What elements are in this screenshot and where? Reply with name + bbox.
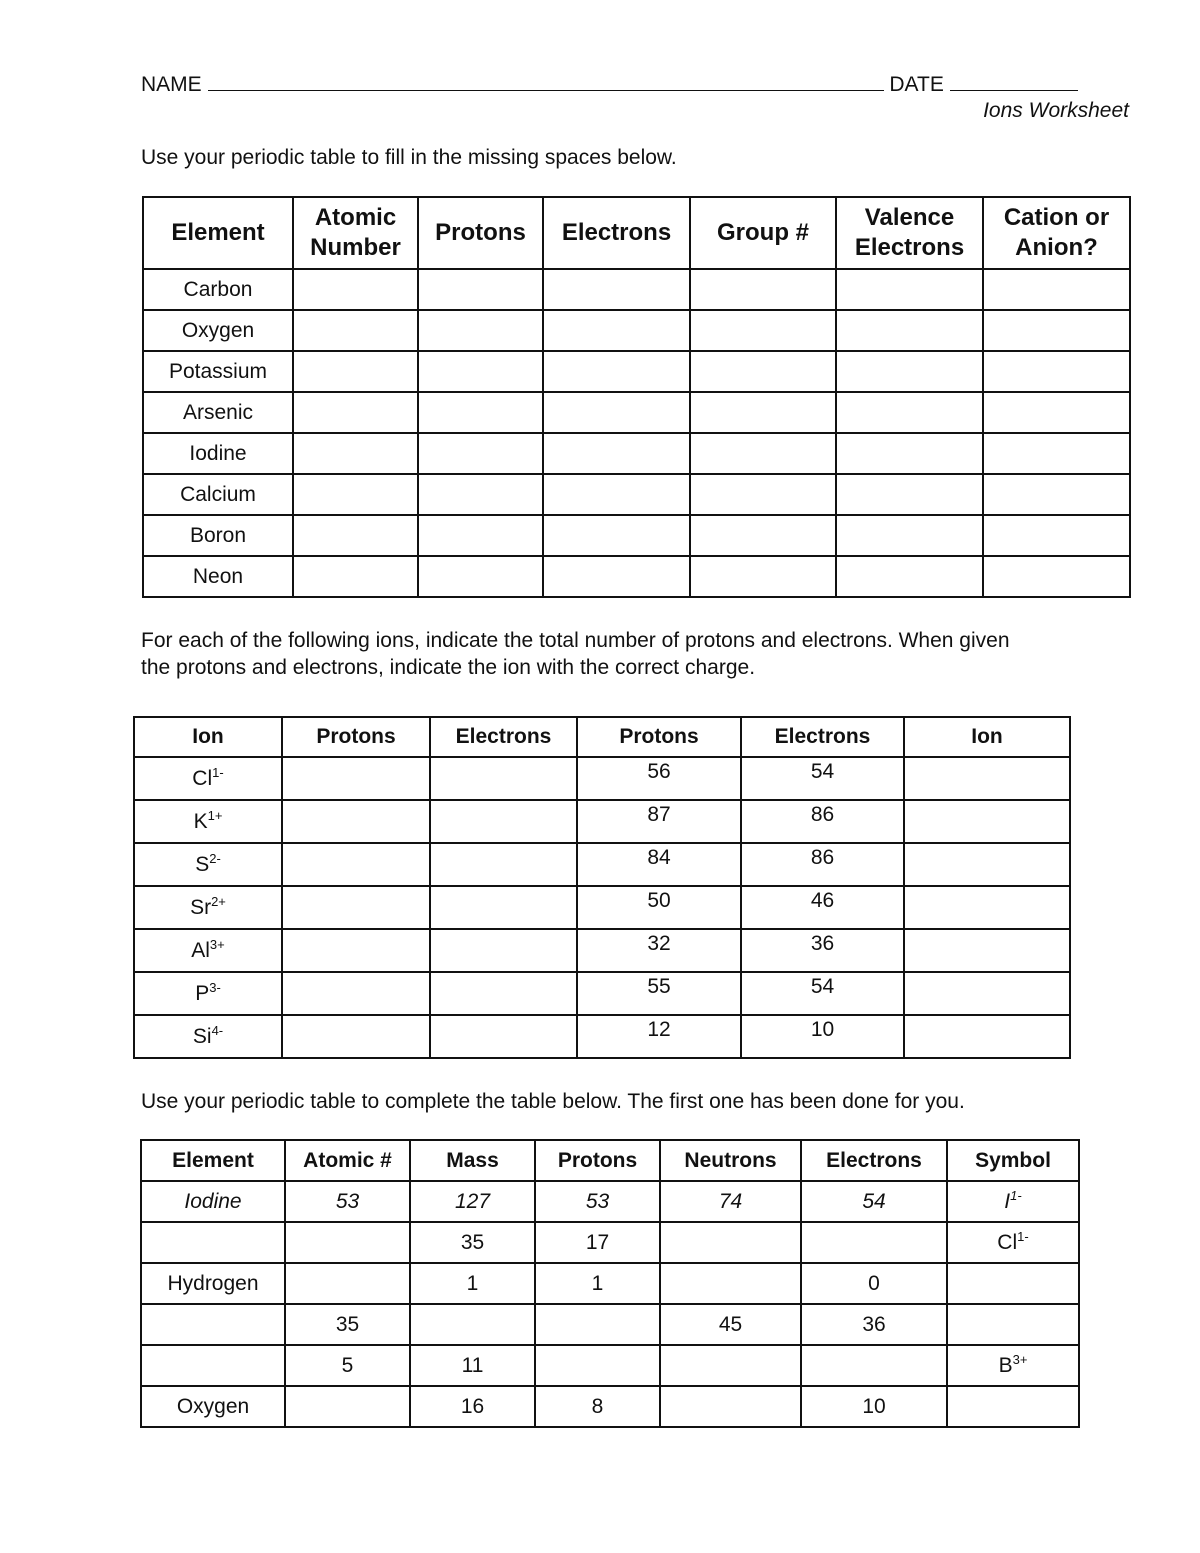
column-header: Electrons xyxy=(741,717,904,757)
answer-cell[interactable] xyxy=(430,757,577,800)
answer-cell[interactable] xyxy=(141,1345,285,1386)
answer-cell[interactable] xyxy=(904,757,1070,800)
table-row xyxy=(134,886,1070,929)
column-header: Electrons xyxy=(801,1140,947,1181)
answer-cell[interactable] xyxy=(430,843,577,886)
answer-cell[interactable] xyxy=(293,433,418,474)
table-row xyxy=(143,433,1130,474)
column-header xyxy=(543,197,690,269)
ion-charge: 1- xyxy=(212,764,224,780)
column-header xyxy=(293,197,418,269)
element-symbol: K xyxy=(193,809,208,833)
column-header: Protons xyxy=(282,717,430,757)
answer-cell[interactable] xyxy=(535,1345,660,1386)
element-name: Arsenic xyxy=(143,392,293,433)
ion-symbol xyxy=(998,1351,1028,1378)
table-row xyxy=(143,515,1130,556)
cell-electrons: 0 xyxy=(801,1263,947,1304)
answer-cell[interactable] xyxy=(430,929,577,972)
cell-mass: 35 xyxy=(410,1222,535,1263)
given-protons: 56 xyxy=(577,757,741,800)
section3-instruction: Use your periodic table to complete the table below. The first one has been done for you. xyxy=(141,1090,965,1113)
element-symbol: S xyxy=(195,852,210,876)
cell-mass: 1 xyxy=(410,1263,535,1304)
element-name: Oxygen xyxy=(143,310,293,351)
ion-charge: 3+ xyxy=(1012,1351,1028,1367)
answer-cell[interactable] xyxy=(904,843,1070,886)
table-row xyxy=(134,843,1070,886)
answer-cell[interactable] xyxy=(836,515,983,556)
date-label: DATE xyxy=(889,73,944,96)
answer-cell[interactable] xyxy=(418,433,543,474)
answer-cell[interactable] xyxy=(690,269,836,310)
answer-cell[interactable] xyxy=(293,269,418,310)
column-header xyxy=(983,197,1130,269)
date-field[interactable] xyxy=(950,72,1078,91)
answer-cell[interactable] xyxy=(690,515,836,556)
section2-instruction xyxy=(141,627,1141,681)
column-header: Element xyxy=(141,1140,285,1181)
ion-cell xyxy=(134,929,282,972)
ion-charge: 1+ xyxy=(207,807,223,823)
given-protons: 55 xyxy=(577,972,741,1015)
answer-cell[interactable] xyxy=(282,886,430,929)
answer-cell[interactable] xyxy=(282,800,430,843)
given-electrons: 54 xyxy=(741,757,904,800)
column-header-line2: Anion? xyxy=(1015,234,1098,261)
answer-cell[interactable] xyxy=(430,972,577,1015)
table-row xyxy=(141,1304,1079,1345)
answer-cell[interactable] xyxy=(293,515,418,556)
column-header xyxy=(690,197,836,269)
answer-cell[interactable] xyxy=(282,843,430,886)
answer-cell[interactable] xyxy=(418,351,543,392)
answer-cell[interactable] xyxy=(836,310,983,351)
answer-cell[interactable] xyxy=(801,1345,947,1386)
ion-charge: 4- xyxy=(211,1022,224,1038)
element-symbol: I xyxy=(1004,1189,1011,1213)
ion-symbol xyxy=(1004,1187,1022,1214)
answer-cell[interactable] xyxy=(418,556,543,597)
section2-instruction-line2: the protons and electrons, indicate the ion with the correct charge. xyxy=(141,656,756,679)
answer-cell[interactable] xyxy=(904,800,1070,843)
cell-electrons: 54 xyxy=(801,1181,947,1222)
element-name: Carbon xyxy=(143,269,293,310)
table-row xyxy=(134,972,1070,1015)
answer-cell[interactable] xyxy=(543,556,690,597)
answer-cell[interactable] xyxy=(801,1222,947,1263)
ion-charge: 3+ xyxy=(209,936,225,952)
answer-cell[interactable] xyxy=(430,886,577,929)
cell-electrons: 10 xyxy=(801,1386,947,1427)
worksheet-subtitle: Ions Worksheet xyxy=(983,99,1129,122)
column-header: Electrons xyxy=(430,717,577,757)
answer-cell[interactable] xyxy=(904,929,1070,972)
table-row xyxy=(143,474,1130,515)
answer-cell[interactable] xyxy=(141,1222,285,1263)
element-symbol: B xyxy=(998,1353,1013,1377)
ion-symbol xyxy=(191,936,225,963)
answer-cell[interactable] xyxy=(430,800,577,843)
answer-cell[interactable] xyxy=(293,556,418,597)
answer-cell[interactable] xyxy=(543,474,690,515)
answer-cell[interactable] xyxy=(293,474,418,515)
ion-cell xyxy=(134,972,282,1015)
table-row xyxy=(143,351,1130,392)
answer-cell[interactable] xyxy=(282,972,430,1015)
column-header xyxy=(836,197,983,269)
answer-cell[interactable] xyxy=(983,310,1130,351)
answer-cell[interactable] xyxy=(690,433,836,474)
table-row xyxy=(134,1015,1070,1058)
table-row xyxy=(141,1263,1079,1304)
answer-cell[interactable] xyxy=(285,1386,410,1427)
ion-symbol xyxy=(190,893,226,920)
ion-symbol xyxy=(192,1022,224,1049)
answer-cell[interactable] xyxy=(983,515,1130,556)
answer-cell[interactable] xyxy=(947,1263,1079,1304)
ion-cell xyxy=(134,843,282,886)
cell-symbol xyxy=(947,1345,1079,1386)
answer-cell[interactable] xyxy=(543,310,690,351)
answer-cell[interactable] xyxy=(836,433,983,474)
column-header: Atomic # xyxy=(285,1140,410,1181)
answer-cell[interactable] xyxy=(983,474,1130,515)
name-field[interactable] xyxy=(208,72,884,91)
answer-cell[interactable] xyxy=(293,310,418,351)
atoms-table xyxy=(140,1139,1080,1428)
cell-mass: 11 xyxy=(410,1345,535,1386)
ion-charge: 3- xyxy=(209,979,221,995)
cell-mass: 127 xyxy=(410,1181,535,1222)
answer-cell[interactable] xyxy=(983,556,1130,597)
answer-cell[interactable] xyxy=(293,392,418,433)
answer-cell[interactable] xyxy=(983,433,1130,474)
answer-cell[interactable] xyxy=(904,972,1070,1015)
column-header: Mass xyxy=(410,1140,535,1181)
element-symbol: Cl xyxy=(192,766,213,790)
answer-cell[interactable] xyxy=(983,269,1130,310)
ion-cell xyxy=(134,886,282,929)
ions-table xyxy=(133,716,1071,1059)
name-label: NAME xyxy=(141,73,202,96)
column-header: Ion xyxy=(904,717,1070,757)
answer-cell[interactable] xyxy=(282,757,430,800)
column-header xyxy=(418,197,543,269)
column-header: Protons xyxy=(577,717,741,757)
table-row xyxy=(141,1222,1079,1263)
element-symbol: P xyxy=(195,981,210,1005)
answer-cell[interactable] xyxy=(141,1304,285,1345)
column-header-line1: Protons xyxy=(435,219,526,246)
table-row xyxy=(134,929,1070,972)
element-name: Iodine xyxy=(143,433,293,474)
answer-cell[interactable] xyxy=(543,433,690,474)
given-protons: 32 xyxy=(577,929,741,972)
ion-charge: 1- xyxy=(1010,1187,1022,1203)
ion-charge: 2+ xyxy=(211,893,226,909)
answer-cell[interactable] xyxy=(418,515,543,556)
cell-protons: 17 xyxy=(535,1222,660,1263)
answer-cell[interactable] xyxy=(836,351,983,392)
given-electrons: 36 xyxy=(741,929,904,972)
answer-cell[interactable] xyxy=(293,351,418,392)
column-header-line1: Electrons xyxy=(561,219,672,246)
table-row xyxy=(134,757,1070,800)
answer-cell[interactable] xyxy=(836,392,983,433)
answer-cell[interactable] xyxy=(285,1222,410,1263)
table-row xyxy=(143,310,1130,351)
given-electrons: 54 xyxy=(741,972,904,1015)
column-header-line1: Cation or xyxy=(1003,204,1110,231)
given-protons: 87 xyxy=(577,800,741,843)
column-header-line1: Group # xyxy=(716,219,809,246)
answer-cell[interactable] xyxy=(430,1015,577,1058)
answer-cell[interactable] xyxy=(660,1345,801,1386)
answer-cell[interactable] xyxy=(836,556,983,597)
column-header-line1: Element xyxy=(171,219,265,246)
table-row xyxy=(134,800,1070,843)
answer-cell[interactable] xyxy=(904,886,1070,929)
element-name: Neon xyxy=(143,556,293,597)
ion-symbol xyxy=(193,807,223,834)
ion-cell xyxy=(134,800,282,843)
cell-atomic: 5 xyxy=(285,1345,410,1386)
given-electrons: 86 xyxy=(741,800,904,843)
element-name: Boron xyxy=(143,515,293,556)
cell-atomic: 35 xyxy=(285,1304,410,1345)
cell-atomic: 53 xyxy=(285,1181,410,1222)
column-header: Neutrons xyxy=(660,1140,801,1181)
ion-charge: 1- xyxy=(1017,1228,1029,1244)
name-date-line xyxy=(141,72,1101,97)
column-header-line2: Electrons xyxy=(854,234,965,261)
ion-symbol xyxy=(192,764,224,791)
column-header: Ion xyxy=(134,717,282,757)
section2-instruction-line1: For each of the following ions, indicate the total number of protons and electrons. When given xyxy=(141,629,1010,652)
element-symbol: Si xyxy=(192,1024,212,1048)
element-symbol: Cl xyxy=(997,1230,1018,1254)
answer-cell[interactable] xyxy=(543,392,690,433)
answer-cell[interactable] xyxy=(418,392,543,433)
section1-instruction: Use your periodic table to fill in the missing spaces below. xyxy=(141,146,677,169)
table-row xyxy=(143,556,1130,597)
ion-symbol xyxy=(195,979,221,1006)
cell-symbol xyxy=(947,1181,1079,1222)
ion-cell xyxy=(134,757,282,800)
given-electrons: 86 xyxy=(741,843,904,886)
cell-element: Oxygen xyxy=(141,1386,285,1427)
answer-cell[interactable] xyxy=(418,269,543,310)
answer-cell[interactable] xyxy=(418,310,543,351)
answer-cell[interactable] xyxy=(690,474,836,515)
ion-symbol xyxy=(997,1228,1029,1255)
answer-cell[interactable] xyxy=(282,929,430,972)
ion-symbol xyxy=(195,850,221,877)
ion-cell xyxy=(134,1015,282,1058)
answer-cell[interactable] xyxy=(690,556,836,597)
table-row xyxy=(141,1345,1079,1386)
cell-protons: 53 xyxy=(535,1181,660,1222)
answer-cell[interactable] xyxy=(836,269,983,310)
given-protons: 50 xyxy=(577,886,741,929)
given-protons: 84 xyxy=(577,843,741,886)
cell-electrons: 36 xyxy=(801,1304,947,1345)
given-protons: 12 xyxy=(577,1015,741,1058)
answer-cell[interactable] xyxy=(410,1304,535,1345)
answer-cell[interactable] xyxy=(285,1263,410,1304)
answer-cell[interactable] xyxy=(983,392,1130,433)
table-row xyxy=(141,1386,1079,1427)
cell-protons: 1 xyxy=(535,1263,660,1304)
cell-element: Iodine xyxy=(141,1181,285,1222)
element-symbol: Al xyxy=(191,938,210,962)
element-symbol: Sr xyxy=(190,895,212,919)
answer-cell[interactable] xyxy=(543,269,690,310)
cell-symbol xyxy=(947,1222,1079,1263)
table-row xyxy=(141,1181,1079,1222)
answer-cell[interactable] xyxy=(836,474,983,515)
element-properties-table xyxy=(142,196,1131,598)
answer-cell[interactable] xyxy=(535,1304,660,1345)
table-row xyxy=(143,269,1130,310)
column-header xyxy=(143,197,293,269)
cell-neutrons: 45 xyxy=(660,1304,801,1345)
answer-cell[interactable] xyxy=(660,1263,801,1304)
cell-mass: 16 xyxy=(410,1386,535,1427)
given-electrons: 46 xyxy=(741,886,904,929)
answer-cell[interactable] xyxy=(690,392,836,433)
answer-cell[interactable] xyxy=(983,351,1130,392)
cell-element: Hydrogen xyxy=(141,1263,285,1304)
answer-cell[interactable] xyxy=(543,515,690,556)
ion-charge: 2- xyxy=(209,850,221,866)
cell-protons: 8 xyxy=(535,1386,660,1427)
answer-cell[interactable] xyxy=(418,474,543,515)
answer-cell[interactable] xyxy=(543,351,690,392)
column-header: Protons xyxy=(535,1140,660,1181)
element-name: Calcium xyxy=(143,474,293,515)
column-header: Symbol xyxy=(947,1140,1079,1181)
answer-cell[interactable] xyxy=(690,310,836,351)
table-row xyxy=(143,392,1130,433)
answer-cell[interactable] xyxy=(660,1222,801,1263)
column-header-line1: Valence xyxy=(864,204,955,231)
answer-cell[interactable] xyxy=(947,1304,1079,1345)
answer-cell[interactable] xyxy=(660,1386,801,1427)
given-electrons: 10 xyxy=(741,1015,904,1058)
answer-cell[interactable] xyxy=(947,1386,1079,1427)
answer-cell[interactable] xyxy=(690,351,836,392)
answer-cell[interactable] xyxy=(904,1015,1070,1058)
cell-neutrons: 74 xyxy=(660,1181,801,1222)
element-name: Potassium xyxy=(143,351,293,392)
answer-cell[interactable] xyxy=(282,1015,430,1058)
column-header-line1: Atomic xyxy=(314,204,397,231)
column-header-line2: Number xyxy=(310,234,401,261)
